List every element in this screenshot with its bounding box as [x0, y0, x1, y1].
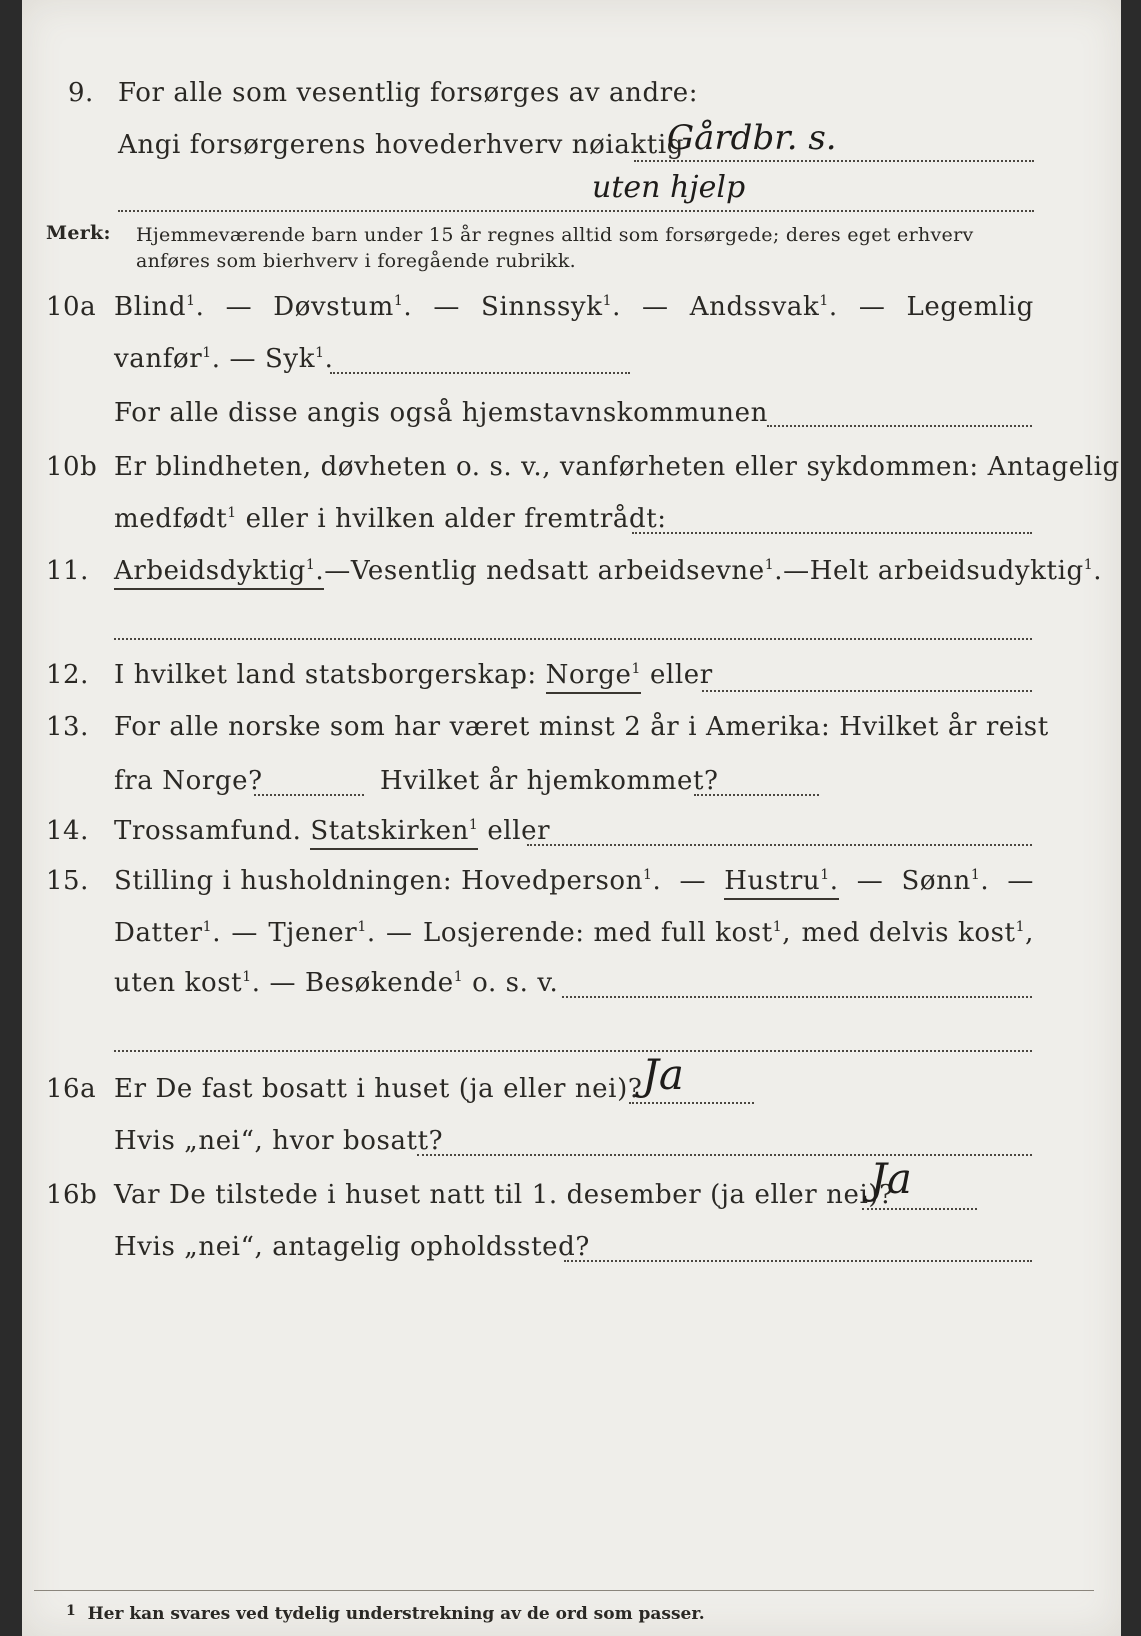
q13-line1: For alle norske som har været minst 2 år i Amerika: Hvilket år reist: [114, 712, 1049, 742]
opt-legemlig[interactable]: Legemlig: [906, 292, 1034, 322]
q14-answer-line[interactable]: [527, 844, 1032, 846]
q9-handwritten-answer[interactable]: Gårdbr. s.: [667, 118, 837, 158]
q9-handwritten-answer-2[interactable]: uten hjelp: [592, 170, 746, 205]
q14-number: 14.: [46, 816, 89, 846]
q12-number: 12.: [46, 660, 89, 690]
q12-answer-line[interactable]: [702, 690, 1032, 692]
opt-tjener[interactable]: Tjener$^1$.: [268, 918, 376, 948]
q16a-bosatt-line[interactable]: [417, 1154, 1032, 1156]
q11-extra-line: [114, 638, 1032, 640]
q11-options: Arbeidsdyktig$^1$. — Vesentlig nedsatt arbeidsevne$^1$. — Helt arbeidsudyktig$^1$.: [114, 556, 1034, 590]
form-page: [22, 0, 1121, 1636]
opt-delvis-kost[interactable]: med delvis kost$^1$,: [801, 918, 1034, 948]
opt-dovstum[interactable]: Døvstum$^1$.: [273, 292, 413, 322]
q16b-number: 16b: [46, 1180, 98, 1210]
opt-datter[interactable]: Datter$^1$.: [114, 918, 222, 948]
q16b-line2: Hvis „nei“, antagelig opholdssted?: [114, 1232, 590, 1262]
opt-sinnssyk[interactable]: Sinnssyk$^1$.: [481, 292, 621, 322]
merk-line2: anføres som bierhverv i foregående rubrikk.: [136, 250, 576, 272]
q16a-line1: Er De fast bosatt i huset (ja eller nei)?: [114, 1074, 643, 1104]
q16a-line2: Hvis „nei“, hvor bosatt?: [114, 1126, 444, 1156]
q15-extra-line: [114, 1050, 1032, 1052]
q16b-handwritten-answer[interactable]: Ja: [870, 1154, 912, 1203]
q10a-line3: For alle disse angis også hjemstavnskommunen: [114, 398, 768, 428]
q10a-options: Blind$^1$. — Døvstum$^1$. — Sinnssyk$^1$. — Andssvak$^1$. — Legemlig: [114, 292, 1034, 322]
footnote: $^1$ Her kan svares ved tydelig understrekning av de ord som passer.: [66, 1603, 705, 1624]
q16a-handwritten-answer[interactable]: Ja: [642, 1050, 684, 1099]
footnote-divider: [34, 1590, 1094, 1591]
q16a-number: 16a: [46, 1074, 97, 1104]
q15-answer-line[interactable]: [562, 996, 1032, 998]
opt-hustru[interactable]: Hustru$^1$.: [724, 866, 838, 900]
opt-hovedperson[interactable]: Stilling i husholdningen: Hovedperson$^1$.: [114, 866, 662, 896]
q11-number: 11.: [46, 556, 89, 586]
q13-reist-line[interactable]: [254, 794, 364, 796]
q15-line2: Datter$^1$. — Tjener$^1$. — Losjerende: med full kost$^1$, med delvis kost$^1$,: [114, 918, 1034, 948]
q16b-answer-line: [862, 1208, 977, 1210]
q10a-number: 10a: [46, 292, 97, 322]
q10b-line2: medfødt$^1$ eller i hvilken alder fremtrådt:: [114, 504, 667, 534]
q9-line1: For alle som vesentlig forsørges av andre:: [118, 78, 699, 108]
q10a-line2: vanfør$^1$. — Syk$^1$.: [114, 344, 334, 374]
q15-line1: Stilling i husholdningen: Hovedperson$^1$. — Hustru$^1$. — Sønn$^1$. —: [114, 866, 1034, 900]
q10b-answer-line[interactable]: [632, 532, 1032, 534]
q16b-opholdssted-line[interactable]: [564, 1260, 1032, 1262]
opt-uten-kost[interactable]: uten kost$^1$.: [114, 968, 261, 998]
q10a-syk-line: [330, 372, 630, 374]
q12-line: I hvilket land statsborgerskap: Norge$^1$ eller: [114, 660, 713, 690]
opt-statskirken[interactable]: Statskirken$^1$: [310, 816, 478, 850]
q9-number: 9.: [68, 78, 94, 108]
merk-line1: Hjemmeværende barn under 15 år regnes alltid som forsørgede; deres eget erhverv: [136, 224, 974, 246]
q13-number: 13.: [46, 712, 89, 742]
q13-line2b: Hvilket år hjemkommet?: [380, 766, 719, 796]
q9-answer-line-2: [118, 210, 1034, 212]
q10b-number: 10b: [46, 452, 98, 482]
opt-besokende[interactable]: Besøkende$^1$: [304, 968, 464, 998]
opt-udyktig[interactable]: Helt arbeidsudyktig$^1$.: [809, 556, 1103, 586]
opt-vanfor[interactable]: vanfør$^1$.: [114, 344, 221, 374]
opt-andssvak[interactable]: Andssvak$^1$.: [689, 292, 838, 322]
opt-norge[interactable]: Norge$^1$: [546, 660, 641, 694]
opt-blind[interactable]: Blind$^1$.: [114, 292, 205, 322]
q10b-line1: Er blindheten, døvheten o. s. v., vanførheten eller sykdommen: Antagelig: [114, 452, 1120, 482]
opt-sonn[interactable]: Sønn$^1$.: [901, 866, 990, 896]
q13-line2a: fra Norge?: [114, 766, 263, 796]
q9-answer-line: [634, 160, 1034, 162]
merk-label: Merk:: [46, 222, 111, 244]
q13-hjemkommet-line[interactable]: [694, 794, 819, 796]
q15-line3: uten kost$^1$. — Besøkende$^1$ o. s. v.: [114, 968, 559, 998]
q16b-line1: Var De tilstede i huset natt til 1. desember (ja eller nei)?: [114, 1180, 894, 1210]
opt-syk[interactable]: Syk$^1$.: [265, 344, 334, 374]
q15-number: 15.: [46, 866, 89, 896]
q10a-hjemstavn-line[interactable]: [767, 425, 1032, 427]
q9-line2: Angi forsørgerens hovederhverv nøiaktig: [118, 130, 684, 160]
opt-medfodt[interactable]: medfødt$^1$: [114, 504, 237, 534]
opt-arbeidsdyktig[interactable]: Arbeidsdyktig$^1$.: [114, 556, 324, 590]
q14-line: Trossamfund. Statskirken$^1$ eller: [114, 816, 550, 846]
opt-nedsatt[interactable]: Vesentlig nedsatt arbeidsevne$^1$.: [350, 556, 784, 586]
opt-full-kost[interactable]: Losjerende: med full kost$^1$,: [423, 918, 792, 948]
q16a-answer-line: [629, 1102, 754, 1104]
